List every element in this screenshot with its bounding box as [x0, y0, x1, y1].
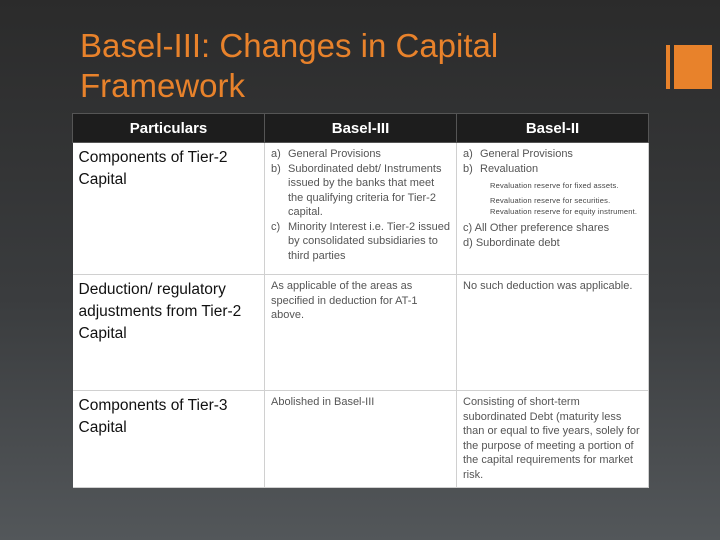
basel2-cell: No such deduction was applicable. — [457, 275, 649, 391]
slide-title — [80, 26, 640, 106]
list-item — [463, 147, 642, 162]
header-basel2: Basel-II — [457, 114, 649, 143]
list-item — [463, 162, 642, 177]
comparison-table — [72, 113, 649, 488]
list-text: General Provisions — [480, 148, 573, 160]
list-item — [271, 162, 450, 220]
sub-item: Revaluation reserve for securities. — [490, 196, 611, 205]
list-marker: a) — [463, 148, 473, 160]
basel3-cell — [265, 143, 457, 275]
tail-item: d) Subordinate debt — [463, 236, 560, 249]
basel3-cell: Abolished in Basel-III — [265, 391, 457, 488]
table-header-row — [73, 114, 649, 143]
slide-title-line2: Framework — [80, 67, 246, 104]
slide-title-line1: Basel-III: Changes in Capital — [80, 27, 499, 64]
basel3-cell: As applicable of the areas as specified in deduction for AT-1 above. — [265, 275, 457, 391]
table-row — [73, 143, 649, 275]
list-marker: c) — [271, 220, 281, 233]
table-row — [73, 275, 649, 391]
header-basel3: Basel-III — [265, 114, 457, 143]
tail-item: c) All Other preference shares — [463, 222, 610, 234]
list-text: Revaluation — [480, 162, 539, 175]
sub-item: Revaluation reserve for fixed assets. — [490, 181, 619, 190]
basel2-list — [463, 147, 642, 176]
list-marker: b) — [463, 162, 473, 175]
basel2-cell — [457, 143, 649, 275]
table-row — [73, 391, 649, 488]
list-text: Minority Interest i.e. Tier-2 issued by consolidated subsidiaries to third parties — [288, 220, 451, 262]
row-label: Deduction/ regulatory adjustments from Tier-2 Capital — [73, 275, 265, 391]
header-particulars: Particulars — [73, 114, 265, 143]
list-marker: a) — [271, 148, 281, 160]
row-label: Components of Tier-3 Capital — [73, 391, 265, 488]
list-text: Subordinated debt/ Instruments issued by the banks that meet the qualifying criteria for Tier-2 capital. — [288, 162, 442, 218]
list-text: General Provisions — [288, 148, 381, 160]
decorative-bar-thin — [666, 45, 670, 89]
basel2-cell: Consisting of short-term subordinated Debt (maturity less than or equal to five years, solely for the purpose of meeting a portion of the capital requirements for market risk. — [457, 391, 649, 488]
list-item — [271, 220, 450, 264]
decorative-bars — [666, 45, 712, 89]
decorative-bar-thick — [674, 45, 712, 89]
sub-item: Revaluation reserve for equity instrument. — [490, 207, 638, 216]
list-marker: b) — [271, 162, 281, 175]
basel3-list — [271, 147, 450, 263]
list-item — [271, 147, 450, 162]
row-label: Components of Tier-2 Capital — [73, 143, 265, 275]
